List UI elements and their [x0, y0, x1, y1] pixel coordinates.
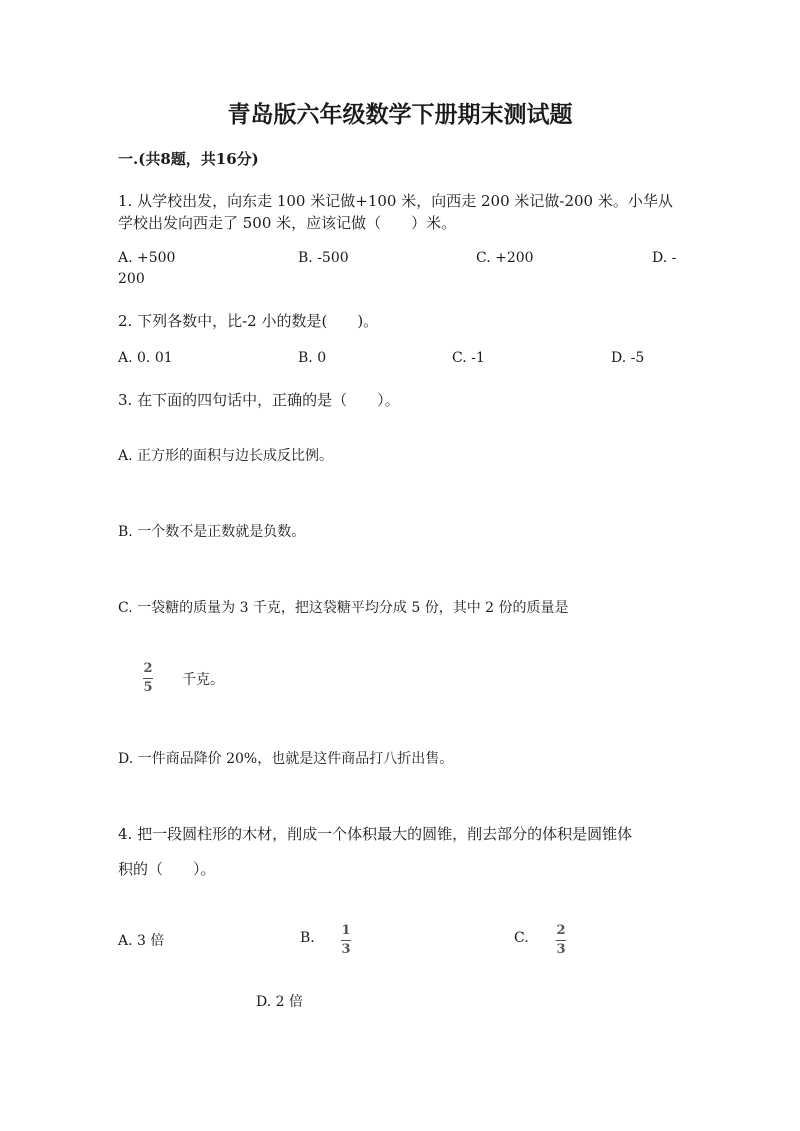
question-3-option-b: B. 一个数不是正数就是负数。: [118, 524, 306, 540]
question-4-option-b-fraction: [341, 924, 351, 957]
fraction-bar: [556, 940, 566, 941]
question-3-option-c-fraction: [143, 662, 153, 695]
question-2-option-c: C. -1: [452, 350, 485, 366]
fraction-denominator: 5: [143, 680, 153, 695]
question-4-option-c: C.: [514, 930, 529, 946]
question-1-line-2: 学校出发向西走了 500 米，应该记做（ ）米。: [118, 214, 457, 232]
fraction-numerator: 1: [341, 923, 351, 938]
question-4-line-1: 4. 把一段圆柱形的木材，削成一个体积最大的圆锥，削去部分的体积是圆锥体: [118, 825, 633, 843]
question-3-text: 3. 在下面的四句话中，正确的是（ ）。: [118, 391, 400, 409]
fraction-numerator: 2: [556, 923, 566, 938]
question-1-option-a: A. +500: [118, 250, 176, 266]
question-3-option-c: C. 一袋糖的质量为 3 千克，把这袋糖平均分成 5 份，其中 2 份的质量是: [118, 600, 569, 616]
question-2-option-a: A. 0. 01: [118, 350, 173, 366]
fraction-numerator: 2: [143, 661, 153, 676]
question-4-line-2: 积的（ ）。: [118, 860, 216, 878]
page-title: 青岛版六年级数学下册期末测试题: [227, 101, 573, 128]
question-1-line-1: 1. 从学校出发，向东走 100 米记做+100 米，向西走 200 米记做-200 米。小华从: [118, 192, 673, 210]
question-1-option-d: D. -: [652, 250, 677, 266]
question-1-option-d-wrap: 200: [118, 271, 145, 287]
fraction-denominator: 3: [341, 942, 351, 957]
question-3-option-d: D. 一件商品降价 20%，也就是这件商品打八折出售。: [118, 751, 454, 767]
question-4-option-c-fraction: [556, 924, 566, 957]
question-4-option-b: B.: [300, 930, 315, 946]
question-2-option-b: B. 0: [298, 350, 327, 366]
question-4-option-d: D. 2 倍: [256, 994, 303, 1010]
fraction-denominator: 3: [556, 942, 566, 957]
question-4-option-a: A. 3 倍: [118, 933, 165, 949]
fraction-bar: [341, 940, 351, 941]
question-1-option-c: C. +200: [476, 250, 534, 266]
question-3-option-a: A. 正方形的面积与边长成反比例。: [118, 448, 334, 464]
question-3-option-c-tail: 千克。: [182, 672, 224, 688]
question-2-text: 2. 下列各数中，比-2 小的数是( )。: [118, 312, 379, 330]
section-heading: 一.(共8题，共16分): [118, 150, 259, 168]
question-1-option-b: B. -500: [298, 250, 349, 266]
question-2-option-d: D. -5: [611, 350, 645, 366]
fraction-bar: [143, 678, 153, 679]
